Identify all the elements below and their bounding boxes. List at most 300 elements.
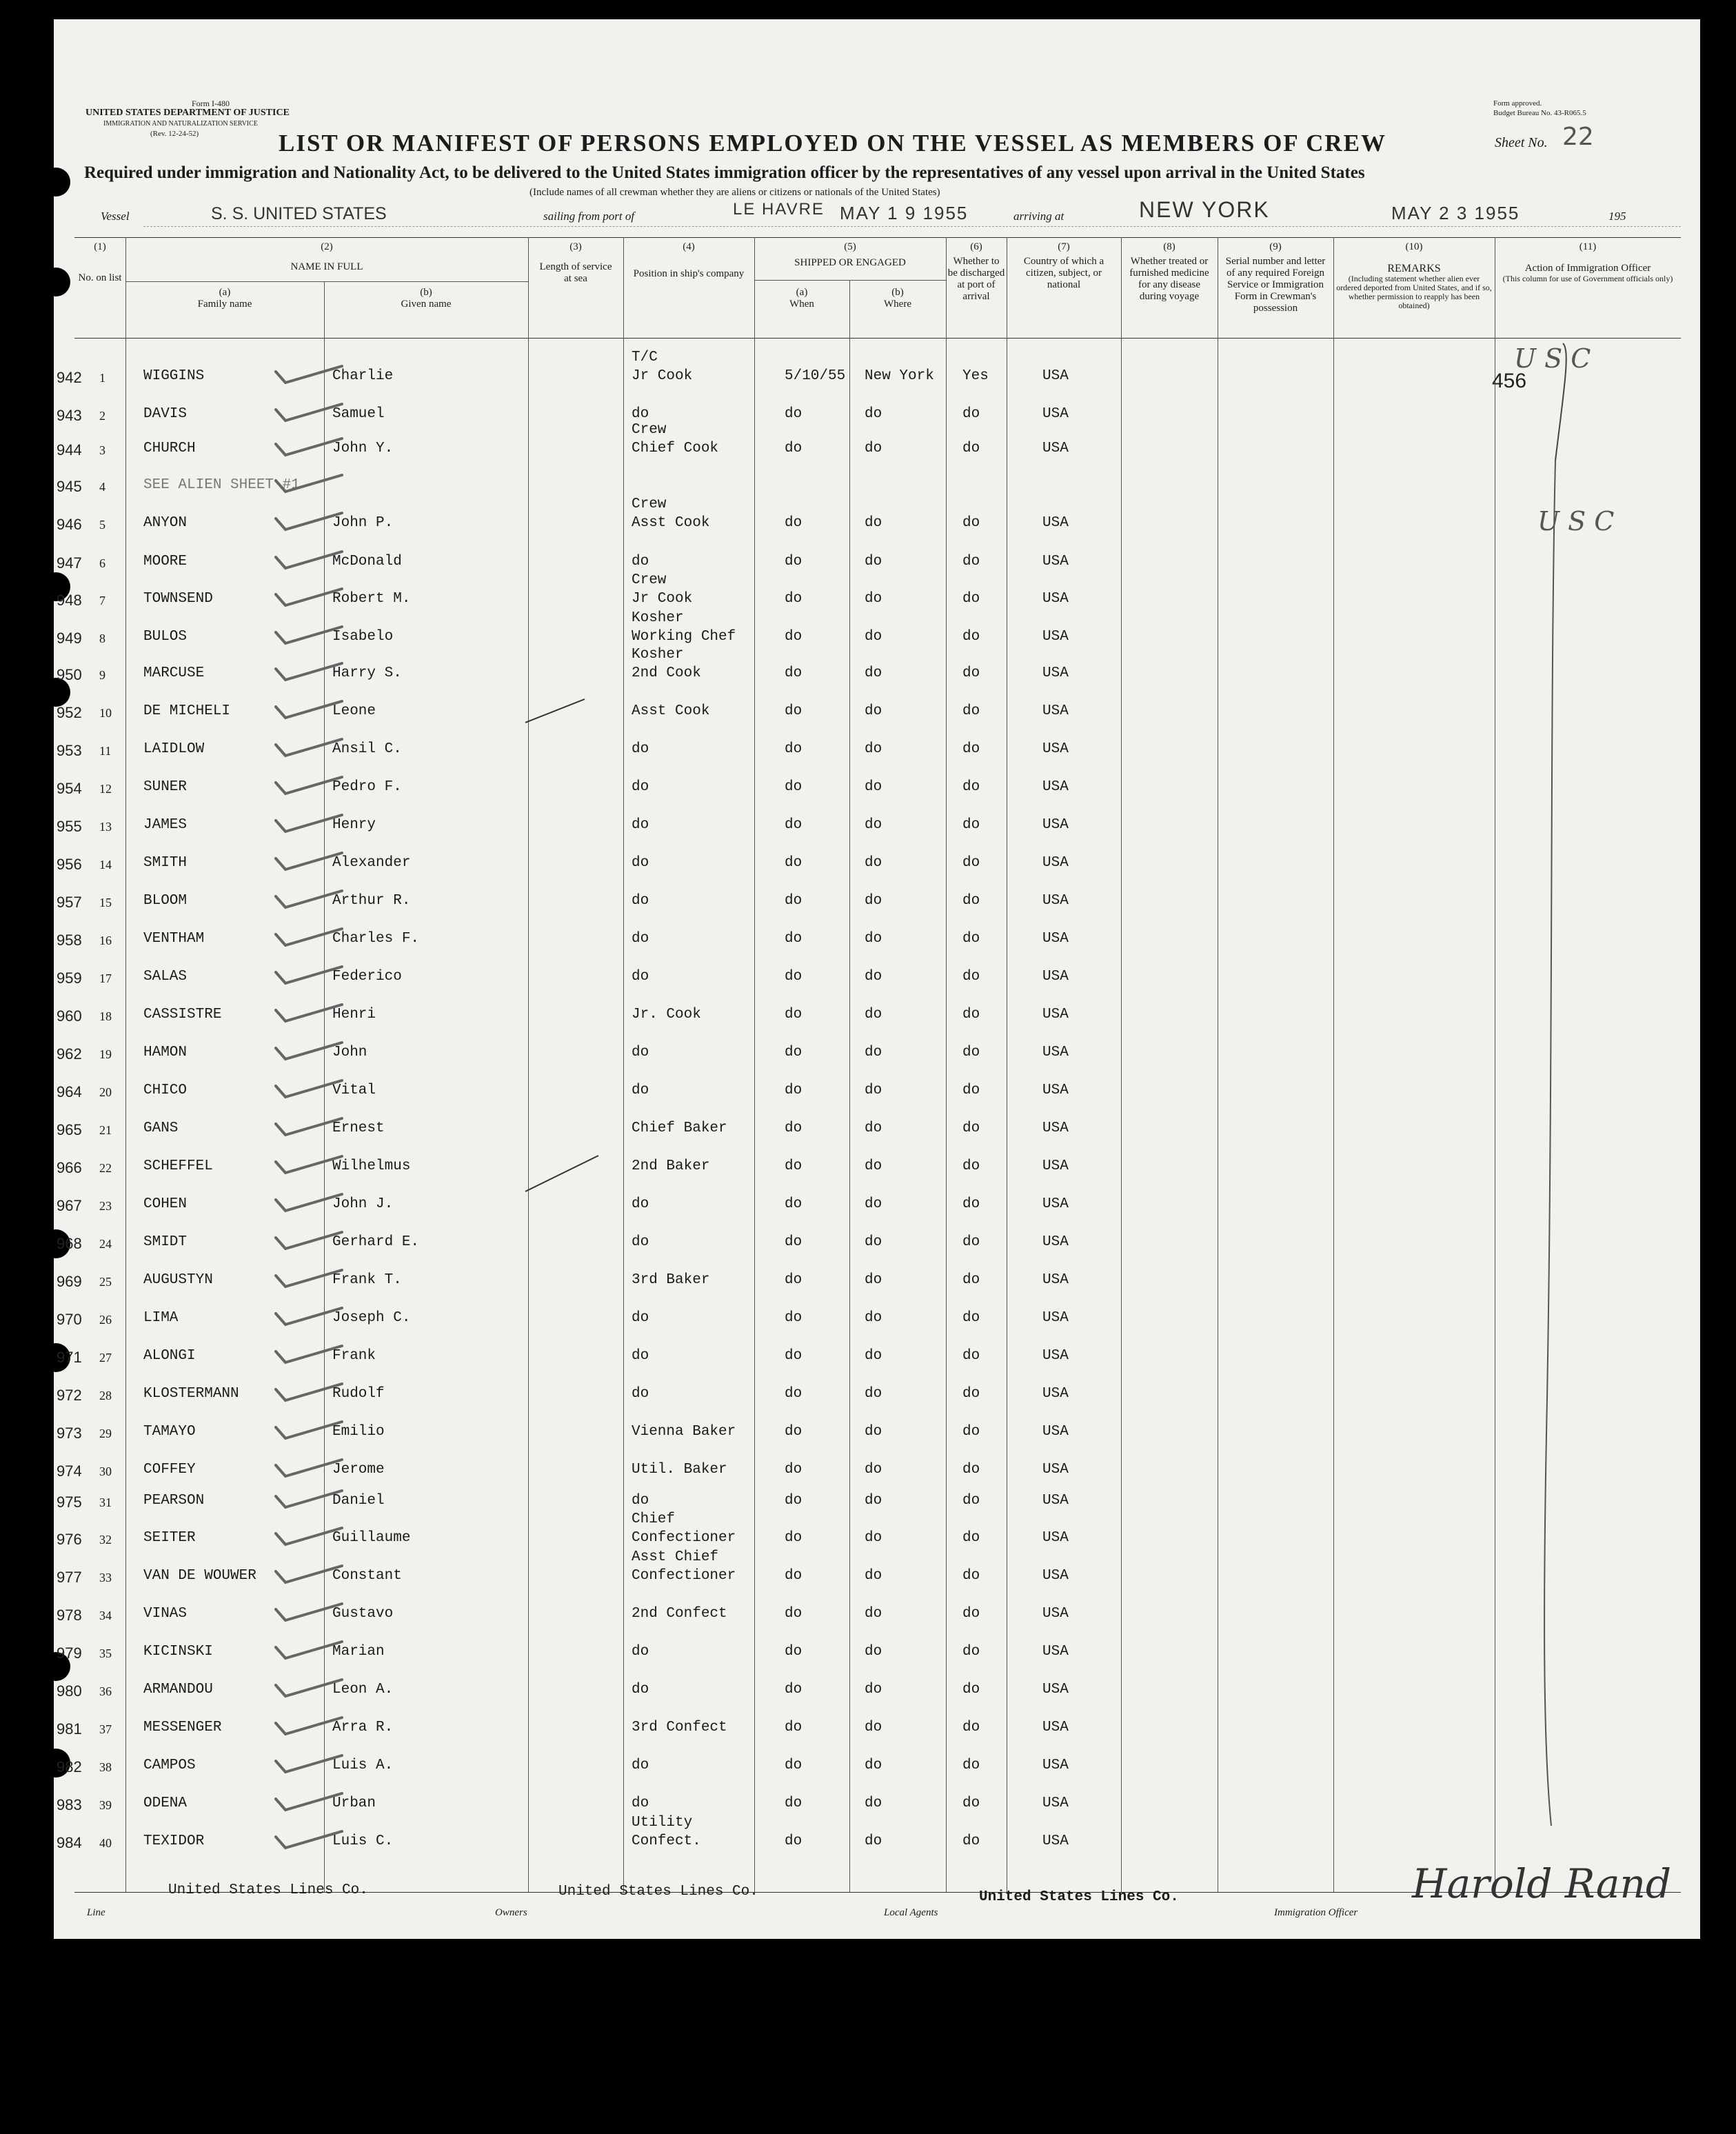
row-list-number: 8 [99, 632, 105, 645]
row-given-name: Samuel [332, 406, 385, 422]
row-position-prefix: Crew [632, 496, 667, 512]
row-country: USA [1042, 1386, 1069, 1402]
arrival-port: NEW YORK [1139, 197, 1270, 222]
row-family-name: MESSENGER [143, 1720, 222, 1735]
manifest-sheet [54, 19, 1700, 1939]
row-position: do [632, 969, 649, 985]
row-where: do [865, 1120, 882, 1136]
row-country: USA [1042, 855, 1069, 871]
col11-title: Action of Immigration Officer [1524, 263, 1651, 274]
row-list-number: 18 [99, 1009, 112, 1023]
row-position-prefix: Asst Chief [632, 1549, 719, 1565]
row-where: do [865, 629, 882, 645]
row-given-name: Arthur R. [332, 893, 411, 909]
row-country: USA [1042, 1196, 1069, 1212]
sailing-port: LE HAVRE [733, 200, 825, 219]
row-position: do [632, 1758, 649, 1773]
row-position-prefix: Chief [632, 1511, 676, 1527]
col2a-number: (a) [219, 287, 231, 298]
col1-title: No. on list [78, 272, 122, 283]
revision: (Rev. 12-24-52) [150, 130, 199, 138]
row-where: do [865, 1758, 882, 1773]
row-stamp-number: 982 [57, 1758, 82, 1775]
row-position: do [632, 1083, 649, 1098]
row-list-number: 3 [99, 443, 105, 457]
row-position: do [632, 741, 649, 757]
col2b-title: Given name [401, 299, 452, 310]
row-where: do [865, 855, 882, 871]
row-where: do [865, 515, 882, 531]
col5b-title: Where [884, 299, 911, 310]
row-given-name: Jerome [332, 1462, 385, 1478]
row-discharged: do [962, 1234, 980, 1250]
row-discharged: do [962, 817, 980, 833]
row-country: USA [1042, 1462, 1069, 1478]
row-given-name: Urban [332, 1795, 376, 1811]
approval-line2: Budget Bureau No. 43-R065.5 [1493, 109, 1586, 117]
row-discharged: do [962, 1795, 980, 1811]
row-given-name: Federico [332, 969, 402, 985]
row-discharged: do [962, 1493, 980, 1509]
row-country: USA [1042, 1720, 1069, 1735]
row-stamp-number: 955 [57, 818, 82, 835]
row-when: do [785, 441, 803, 456]
row-list-number: 12 [99, 782, 112, 796]
row-position-prefix: Crew [632, 422, 667, 438]
row-where: do [865, 554, 882, 570]
row-position-prefix: Crew [632, 572, 667, 588]
row-when: do [785, 1234, 803, 1250]
row-where: do [865, 1196, 882, 1212]
row-list-number: 20 [99, 1085, 112, 1099]
row-when: do [785, 1348, 803, 1364]
col2-title: NAME IN FULL [290, 261, 363, 272]
row-given-name: Luis C. [332, 1833, 394, 1849]
row-family-name: VAN DE WOUWER [143, 1568, 256, 1584]
row-discharged: do [962, 665, 980, 681]
row-list-number: 35 [99, 1647, 112, 1660]
row-when: do [785, 741, 803, 757]
row-country: USA [1042, 703, 1069, 719]
row-discharged: do [962, 1386, 980, 1402]
row-family-name: ARMANDOU [143, 1682, 213, 1698]
row-when: do [785, 779, 803, 795]
row-list-number: 5 [99, 518, 105, 532]
row-country: USA [1042, 969, 1069, 985]
row-given-name: Ernest [332, 1120, 385, 1136]
row-position: do [632, 1644, 649, 1660]
row-family-name: BLOOM [143, 893, 188, 909]
row-when: do [785, 817, 803, 833]
row-when: 5/10/55 [785, 368, 846, 384]
row-position: Jr Cook [632, 368, 693, 384]
row-discharged: do [962, 1682, 980, 1698]
row-given-name: Ansil C. [332, 741, 402, 757]
row-country: USA [1042, 515, 1069, 531]
row-when: do [785, 1310, 803, 1326]
row-country: USA [1042, 1424, 1069, 1440]
row-where: do [865, 1348, 882, 1364]
col8-title: Whether treated or furnished medicine for any disease during voyage [1129, 256, 1209, 302]
row-family-name: KICINSKI [143, 1644, 213, 1660]
row-when: do [785, 1644, 803, 1660]
row-list-number: 27 [99, 1351, 112, 1365]
row-when: do [785, 1007, 803, 1023]
row-when: do [785, 591, 803, 607]
row-discharged: do [962, 1424, 980, 1440]
row-list-number: 33 [99, 1571, 112, 1584]
row-family-name: SALAS [143, 969, 188, 985]
row-stamp-number: 965 [57, 1121, 82, 1138]
row-when: do [785, 554, 803, 570]
row-where: do [865, 1720, 882, 1735]
row-discharged: do [962, 741, 980, 757]
row-discharged: do [962, 629, 980, 645]
row-stamp-number: 946 [57, 516, 82, 533]
row-position: 2nd Baker [632, 1158, 710, 1174]
row-country: USA [1042, 1606, 1069, 1622]
row-given-name: Emilio [332, 1424, 385, 1440]
row-where: do [865, 1310, 882, 1326]
row-where: do [865, 1158, 882, 1174]
row-when: do [785, 1083, 803, 1098]
row-country: USA [1042, 1682, 1069, 1698]
row-country: USA [1042, 665, 1069, 681]
row-discharged: do [962, 1272, 980, 1288]
row-discharged: do [962, 1045, 980, 1060]
row-where: do [865, 1833, 882, 1849]
row-discharged: do [962, 931, 980, 947]
row-discharged: do [962, 855, 980, 871]
row-country: USA [1042, 931, 1069, 947]
col2b-number: (b) [420, 287, 432, 298]
vessel-label: Vessel [101, 210, 130, 223]
officer-label: Immigration Officer [1274, 1907, 1358, 1918]
row-where: do [865, 665, 882, 681]
row-list-number: 6 [99, 556, 105, 570]
row-when: do [785, 1568, 803, 1584]
row-stamp-number: 947 [57, 554, 82, 572]
row-given-name: Robert M. [332, 591, 411, 607]
sheet-label: Sheet No. [1495, 135, 1548, 150]
row-given-name: Charlie [332, 368, 394, 384]
row-discharged: do [962, 1007, 980, 1023]
row-given-name: Alexander [332, 855, 411, 871]
col10-number: (10) [1405, 241, 1423, 252]
col7-number: (7) [1058, 241, 1070, 252]
row-when: do [785, 969, 803, 985]
row-position: do [632, 931, 649, 947]
row-list-number: 4 [99, 480, 105, 494]
row-given-name: Guillaume [332, 1530, 411, 1546]
row-given-name: Frank [332, 1348, 376, 1364]
col5a-number: (a) [796, 287, 808, 298]
row-stamp-number: 952 [57, 704, 82, 721]
row-when: do [785, 1462, 803, 1478]
form-subtitle: Required under immigration and Nationality Act, to be delivered to the United States immigration officer by the representatives of any vessel upon arrival in the United States [84, 163, 1365, 182]
row-when: do [785, 1682, 803, 1698]
row-position: do [632, 1795, 649, 1811]
officer-signature: Harold Rand [1412, 1860, 1671, 1907]
row-country: USA [1042, 741, 1069, 757]
row-when: do [785, 1424, 803, 1440]
row-country: USA [1042, 554, 1069, 570]
row-list-number: 32 [99, 1533, 112, 1547]
col6-number: (6) [970, 241, 982, 252]
row-list-number: 39 [99, 1798, 112, 1812]
row-list-number: 10 [99, 706, 112, 720]
row-when: do [785, 1120, 803, 1136]
row-country: USA [1042, 1310, 1069, 1326]
row-given-name: Henri [332, 1007, 376, 1023]
row-family-name: SUNER [143, 779, 188, 795]
row-discharged: do [962, 703, 980, 719]
row-when: do [785, 893, 803, 909]
row-given-name: John P. [332, 515, 394, 531]
col11-note: (This column for use of Government officials only) [1502, 274, 1673, 283]
row-discharged: do [962, 1530, 980, 1546]
row-position: do [632, 1682, 649, 1698]
row-country: USA [1042, 1120, 1069, 1136]
row-family-name: KLOSTERMANN [143, 1386, 239, 1402]
row-country: USA [1042, 1348, 1069, 1364]
row-list-number: 38 [99, 1760, 112, 1774]
row-stamp-number: 949 [57, 630, 82, 647]
row-family-name: LIMA [143, 1310, 179, 1326]
row-stamp-number: 953 [57, 742, 82, 759]
row-family-name: LAIDLOW [143, 741, 205, 757]
row-when: do [785, 1196, 803, 1212]
row-country: USA [1042, 1083, 1069, 1098]
row-position-prefix: T/C [632, 350, 658, 365]
row-country: USA [1042, 1007, 1069, 1023]
row-where: do [865, 1462, 882, 1478]
col7-title: Country of which a citizen, subject, or national [1023, 256, 1104, 290]
row-list-number: 11 [99, 744, 112, 758]
row-where: New York [865, 368, 934, 384]
row-country: USA [1042, 406, 1069, 422]
row-country: USA [1042, 1568, 1069, 1584]
row-when: do [785, 1272, 803, 1288]
row-family-name: MOORE [143, 554, 188, 570]
row-given-name: Isabelo [332, 629, 394, 645]
row-where: do [865, 441, 882, 456]
row-list-number: 31 [99, 1496, 112, 1509]
row-stamp-number: 978 [57, 1607, 82, 1624]
row-stamp-number: 967 [57, 1197, 82, 1214]
col4-number: (4) [683, 241, 695, 252]
row-when: do [785, 665, 803, 681]
arriving-label: arriving at [1013, 210, 1064, 223]
row-position: Asst Cook [632, 515, 710, 531]
row-discharged: do [962, 1644, 980, 1660]
row-stamp-number: 968 [57, 1235, 82, 1252]
row-position: 2nd Cook [632, 665, 701, 681]
row-discharged: do [962, 441, 980, 456]
row-when: do [785, 855, 803, 871]
agents-label: Local Agents [884, 1907, 938, 1918]
row-country: USA [1042, 779, 1069, 795]
row-family-name: VENTHAM [143, 931, 205, 947]
row-where: do [865, 1045, 882, 1060]
row-list-number: 1 [99, 371, 105, 385]
row-position: do [632, 1386, 649, 1402]
row-stamp-number: 969 [57, 1273, 82, 1290]
row-position: do [632, 1234, 649, 1250]
row-list-number: 2 [99, 409, 105, 423]
row-family-name: SMITH [143, 855, 188, 871]
approval-line1: Form approved. [1493, 99, 1542, 108]
row-when: do [785, 629, 803, 645]
row-list-number: 16 [99, 934, 112, 947]
row-discharged: do [962, 554, 980, 570]
row-discharged: do [962, 1833, 980, 1849]
row-family-name: CAMPOS [143, 1758, 196, 1773]
row-when: do [785, 1045, 803, 1060]
row-discharged: do [962, 1310, 980, 1326]
row-where: do [865, 1606, 882, 1622]
col10-title: REMARKS [1387, 263, 1441, 274]
row-position: Confect. [632, 1833, 701, 1849]
col3-number: (3) [569, 241, 582, 252]
row-given-name: Luis A. [332, 1758, 394, 1773]
row-where: do [865, 1568, 882, 1584]
row-list-number: 34 [99, 1609, 112, 1622]
row-position: Chief Cook [632, 441, 719, 456]
row-stamp-number: 977 [57, 1569, 82, 1586]
row-stamp-number: 957 [57, 894, 82, 911]
row-when: do [785, 1530, 803, 1546]
row-stamp-number: 971 [57, 1349, 82, 1366]
row-country: USA [1042, 441, 1069, 456]
row-family-name: ODENA [143, 1795, 188, 1811]
row-list-number: 19 [99, 1047, 112, 1061]
form-title: LIST OR MANIFEST OF PERSONS EMPLOYED ON THE VESSEL AS MEMBERS OF CREW [279, 130, 1387, 157]
row-position: 3rd Baker [632, 1272, 710, 1288]
row-where: do [865, 591, 882, 607]
row-country: USA [1042, 1758, 1069, 1773]
row-list-number: 40 [99, 1836, 112, 1850]
owners-value: United States Lines Co. [558, 1884, 758, 1900]
row-stamp-number: 948 [57, 592, 82, 609]
row-family-name: TEXIDOR [143, 1833, 205, 1849]
row-given-name: Gustavo [332, 1606, 394, 1622]
row-stamp-number: 972 [57, 1387, 82, 1404]
row-stamp-number: 942 [57, 369, 82, 386]
row-when: do [785, 1493, 803, 1509]
row-family-name: ALONGI [143, 1348, 196, 1364]
row-discharged: do [962, 893, 980, 909]
row-where: do [865, 779, 882, 795]
row-stamp-number: 970 [57, 1311, 82, 1328]
row-list-number: 9 [99, 668, 105, 682]
row-list-number: 17 [99, 972, 112, 985]
row-given-name: Wilhelmus [332, 1158, 411, 1174]
row-family-name: SCHEFFEL [143, 1158, 213, 1174]
row-discharged: do [962, 591, 980, 607]
row-given-name: Rudolf [332, 1386, 385, 1402]
row-stamp-number: 974 [57, 1462, 82, 1480]
row-where: do [865, 1386, 882, 1402]
row-given-name: Charles F. [332, 931, 420, 947]
row-where: do [865, 1644, 882, 1660]
row-family-name: CASSISTRE [143, 1007, 222, 1023]
row-list-number: 29 [99, 1427, 112, 1440]
row-list-number: 23 [99, 1199, 112, 1213]
row-family-name: COHEN [143, 1196, 188, 1212]
row-when: do [785, 931, 803, 947]
row-discharged: do [962, 515, 980, 531]
row-where: do [865, 1424, 882, 1440]
service: IMMIGRATION AND NATURALIZATION SERVICE [103, 120, 258, 128]
row-where: do [865, 1795, 882, 1811]
row-country: USA [1042, 1644, 1069, 1660]
row-country: USA [1042, 1493, 1069, 1509]
row-stamp-number: 984 [57, 1834, 82, 1851]
row-where: do [865, 1682, 882, 1698]
row-list-number: 37 [99, 1722, 112, 1736]
row-given-name: Daniel [332, 1493, 385, 1509]
row-when: do [785, 515, 803, 531]
line-label: Line [87, 1907, 105, 1918]
annotation-usc-2: U S C [1537, 506, 1615, 536]
row-discharged: do [962, 1158, 980, 1174]
row-when: do [785, 1158, 803, 1174]
row-family-name: GANS [143, 1120, 179, 1136]
row-family-name: JAMES [143, 817, 188, 833]
row-where: do [865, 703, 882, 719]
row-when: do [785, 1758, 803, 1773]
row-where: do [865, 893, 882, 909]
row-when: do [785, 703, 803, 719]
form-note: (Include names of all crewman whether they are aliens or citizens or nationals of the United States) [529, 187, 940, 198]
row-position-prefix: Kosher [632, 647, 684, 663]
row-discharged: do [962, 779, 980, 795]
row-stamp-number: 954 [57, 780, 82, 797]
col9-number: (9) [1269, 241, 1282, 252]
row-position: Vienna Baker [632, 1424, 736, 1440]
row-position: do [632, 554, 649, 570]
row-position: do [632, 1348, 649, 1364]
row-position: Confectioner [632, 1568, 736, 1584]
row-given-name: Leon A. [332, 1682, 394, 1698]
row-list-number: 15 [99, 896, 112, 909]
row-where: do [865, 1083, 882, 1098]
row-list-number: 28 [99, 1389, 112, 1402]
row-family-name: DE MICHELI [143, 703, 231, 719]
row-list-number: 21 [99, 1123, 112, 1137]
row-position: Jr. Cook [632, 1007, 701, 1023]
col1-number: (1) [94, 241, 106, 252]
row-discharged: do [962, 1083, 980, 1098]
row-stamp-number: 956 [57, 856, 82, 873]
row-stamp-number: 981 [57, 1720, 82, 1738]
row-discharged: Yes [962, 368, 989, 384]
row-when: do [785, 1795, 803, 1811]
row-where: do [865, 817, 882, 833]
row-stamp-number: 976 [57, 1531, 82, 1548]
row-family-name: PEARSON [143, 1493, 205, 1509]
row-position: do [632, 779, 649, 795]
sailing-label: sailing from port of [543, 210, 635, 223]
row-list-number: 14 [99, 858, 112, 872]
col6-title: Whether to be discharged at port of arrival [947, 256, 1005, 302]
row-when: do [785, 1606, 803, 1622]
row-where: do [865, 1272, 882, 1288]
col2a-title: Family name [197, 299, 252, 310]
row-position: Confectioner [632, 1530, 736, 1546]
col3-title: Length of service at sea [539, 261, 612, 284]
